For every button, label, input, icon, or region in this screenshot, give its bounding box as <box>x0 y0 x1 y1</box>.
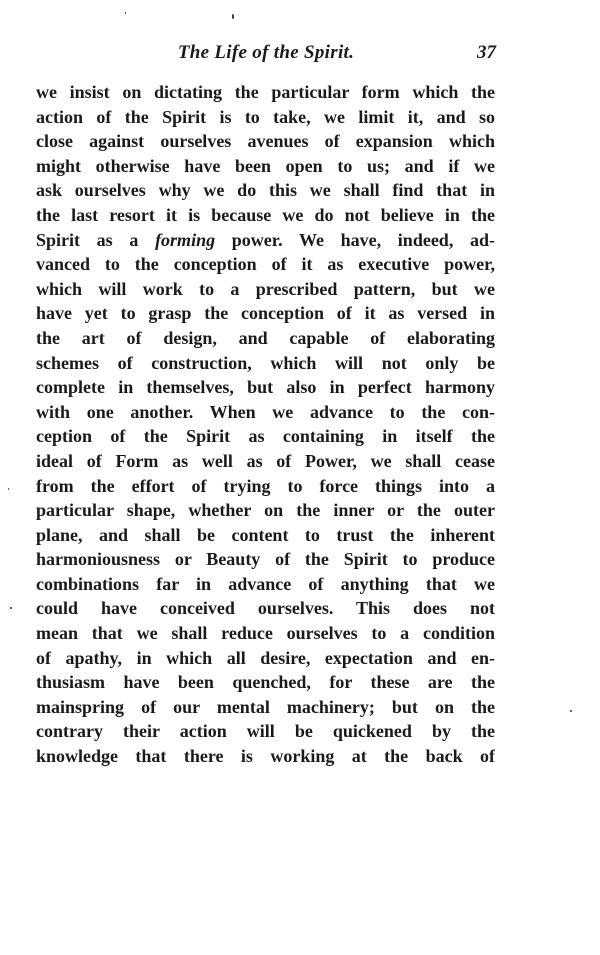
text-line <box>36 178 495 203</box>
text-line <box>36 375 495 400</box>
text-segment: from the effort of trying to force things into a <box>36 475 495 496</box>
text-segment: with one another. When we advance to the con- <box>36 401 495 422</box>
text-line <box>36 744 495 769</box>
text-segment: vanced to the conception of it as executive power, <box>36 254 495 275</box>
text-line <box>36 228 495 253</box>
text-line <box>36 621 495 646</box>
ink-speck <box>570 710 572 712</box>
ink-speck <box>125 12 126 14</box>
text-segment: ideal of Form as well as of Power, we shall cease <box>36 450 495 471</box>
text-line <box>36 351 495 376</box>
text-line <box>36 277 495 302</box>
text-segment: ception of the Spirit as containing in itself the <box>36 426 495 447</box>
text-segment: the art of design, and capable of elaborating <box>36 327 495 348</box>
text-segment: mean that we shall reduce ourselves to a condition <box>36 623 495 644</box>
text-line <box>36 400 495 425</box>
page-number: 37 <box>477 42 496 63</box>
ink-speck <box>8 488 9 490</box>
text-line <box>36 596 495 621</box>
text-segment: particular shape, whether on the inner or the outer <box>36 500 495 521</box>
text-segment: might otherwise have been open to us; and if we <box>36 155 495 176</box>
text-segment: the last resort it is because we do not believe in the <box>36 204 495 225</box>
text-segment: Spirit as a <box>36 229 156 250</box>
text-segment: which will work to a prescribed pattern, but we <box>36 278 495 299</box>
text-line <box>36 326 495 351</box>
text-line <box>36 424 495 449</box>
text-line <box>36 523 495 548</box>
text-line <box>36 474 495 499</box>
text-line <box>36 252 495 277</box>
text-segment: complete in themselves, but also in perfect harmony <box>36 377 495 398</box>
text-segment: could have conceived ourselves. This does not <box>36 598 495 619</box>
text-segment: close against ourselves avenues of expansion which <box>36 131 495 152</box>
text-segment: action of the Spirit is to take, we limit it, and so <box>36 106 495 127</box>
text-segment: of apathy, in which all desire, expectation and en- <box>36 647 495 668</box>
text-line <box>36 646 495 671</box>
text-line <box>36 105 495 130</box>
text-line <box>36 498 495 523</box>
text-line <box>36 695 495 720</box>
running-head <box>36 42 496 68</box>
text-line <box>36 547 495 572</box>
text-line <box>36 203 495 228</box>
text-line <box>36 80 495 105</box>
text-segment: mainspring of our mental machinery; but on the <box>36 696 495 717</box>
text-segment: knowledge that there is working at the back of <box>36 746 495 767</box>
text-segment: schemes of construction, which will not only be <box>36 352 495 373</box>
text-segment: thusiasm have been quenched, for these are the <box>36 672 495 693</box>
text-line <box>36 719 495 744</box>
emphasized-word: forming <box>155 229 216 250</box>
text-segment: ask ourselves why we do this we shall find that in <box>36 180 495 201</box>
text-segment: harmoniousness or Beauty of the Spirit to produce <box>36 549 495 570</box>
text-segment: power. We have, indeed, ad- <box>215 229 495 250</box>
text-segment: have yet to grasp the conception of it as versed in <box>36 303 495 324</box>
text-line <box>36 154 495 179</box>
text-line <box>36 449 495 474</box>
text-segment: we insist on dictating the particular form which the <box>36 82 495 102</box>
running-title: The Life of the Spirit. <box>177 42 355 63</box>
ink-speck <box>232 14 234 19</box>
text-segment: contrary their action will be quickened by the <box>36 721 495 742</box>
text-line <box>36 129 495 154</box>
text-segment: plane, and shall be content to trust the inherent <box>36 524 495 545</box>
text-line <box>36 670 495 695</box>
body-paragraph <box>36 80 495 769</box>
ink-speck <box>10 607 12 609</box>
text-segment: combinations far in advance of anything that we <box>36 573 495 594</box>
text-line <box>36 572 495 597</box>
text-line <box>36 301 495 326</box>
